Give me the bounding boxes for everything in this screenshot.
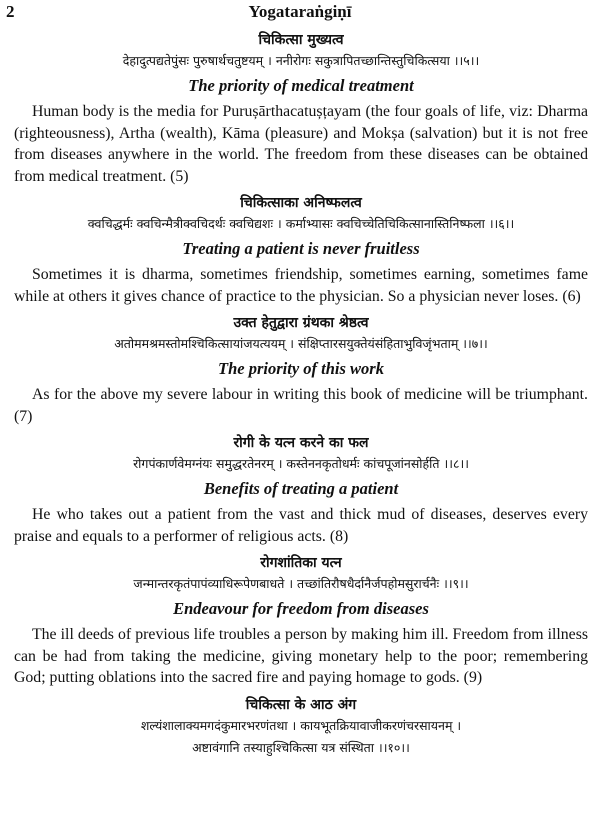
sanskrit-section-title: रोगी के यत्न करने का फल xyxy=(233,435,369,451)
english-paragraph: As for the above my severe labour in writing this book of medicine will be triumphant. (7) xyxy=(14,386,588,425)
sanskrit-verse-line: शल्यंशालाक्यमगदंकुमारभरणंतथा । कायभूतक्रियावाजीकरणंचरसायनम् । xyxy=(140,717,462,733)
running-title: Yogataraṅgiṇī xyxy=(248,2,352,21)
english-heading: Endeavour for freedom from diseases xyxy=(173,599,429,618)
sanskrit-verse-line: देहादुत्पद्यतेपुंसः पुरुषार्थचतुष्टयम् । ननीरोगः सकुत्रापितच्छान्तिस्तुचिकित्सया ।।५।। xyxy=(122,53,480,68)
sanskrit-section-title: चिकित्सा के आठ अंग xyxy=(245,696,357,713)
page-number: 2 xyxy=(6,2,15,21)
english-heading: Benefits of treating a patient xyxy=(203,479,399,498)
english-paragraph: Sometimes it is dharma, sometimes friendship, sometimes earning, sometimes fame while at others it gives chance of practice to the physician. So a physician never loses. (6) xyxy=(14,266,588,305)
sanskrit-section-title: चिकित्साका अनिष्फलत्व xyxy=(240,195,362,211)
english-paragraph: He who takes out a patient from the vast and thick mud of diseases, deserves every praise and equals to a performer of religious acts. (8) xyxy=(14,506,588,545)
running-header xyxy=(0,0,600,26)
page-content xyxy=(14,30,588,761)
section-9 xyxy=(14,553,588,689)
english-heading: The priority of this work xyxy=(218,359,384,378)
sanskrit-verse-line: क्वचिद्धर्मः क्वचिन्मैत्रीक्वचिदर्थः क्वचिद्यशः । कर्माभ्यासः क्वचिच्चेतिचिकित्सानास्तिनिष्फला ।।६।। xyxy=(87,216,515,231)
section-8 xyxy=(14,433,588,547)
sanskrit-section-title: उक्त हेतुद्वारा ग्रंथका श्रेष्ठत्व xyxy=(233,315,369,331)
sanskrit-verse-line: जन्मान्तरकृतंपापंव्याधिरूपेणबाधते । तच्छांतिरौषधैर्दानैर्जपहोमसुरार्चनैः ।।९।। xyxy=(133,576,469,591)
english-heading: The priority of medical treatment xyxy=(188,76,414,95)
section-10 xyxy=(14,695,588,759)
sanskrit-section-title: चिकित्सा मुख्यत्व xyxy=(258,32,344,48)
english-paragraph: The ill deeds of previous life troubles a person by making him ill. Freedom from illness can be had from taking the medicine, giving monetary help to the poor; remembering God; putting oblations into the sacred fire and paying homage to gods. (9) xyxy=(14,626,588,686)
sanskrit-verse-line: अष्टावंगानि तस्याहुश्चिकित्सा यत्र संस्थिता ।।१०।। xyxy=(192,739,410,755)
sanskrit-verse-line: रोगपंकार्णवेमग्नंयः समुद्धरतेनरम् । कस्तेननकृतोधर्मः कांचपूजांनसोर्हति ।।८।। xyxy=(133,456,469,471)
section-7 xyxy=(14,313,588,427)
english-paragraph: Human body is the media for Purușārthacatușțayam (the four goals of life, viz: Dharma (righteousness), Artha (wealth), Kāma (pleasure) and Mokșa (salvation) but it is not free from diseases anywhere in the world. The freedom from these diseases can be obtained from medical treatment. (5) xyxy=(14,103,588,185)
sanskrit-section-title: रोगशांतिका यत्न xyxy=(260,555,342,571)
section-5 xyxy=(14,30,588,187)
sanskrit-verse-line: अतोममश्रमस्तोमश्चिकित्सायांजयत्ययम् । संक्षिप्तारसयुक्तेयंसंहिताभुविजृंभताम् ।।७।। xyxy=(114,336,488,351)
english-heading: Treating a patient is never fruitless xyxy=(182,239,420,258)
section-6 xyxy=(14,193,588,307)
